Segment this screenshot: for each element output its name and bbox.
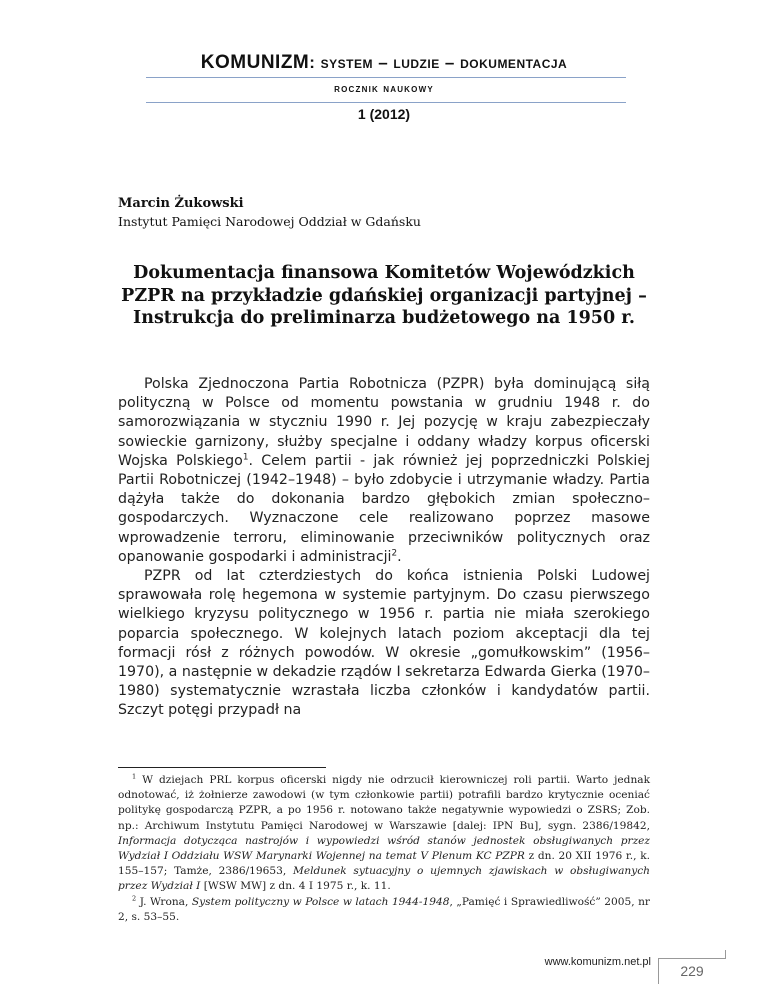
footnote-ref-1[interactable]: 1 [242,452,249,463]
article-title: Dokumentacja finansowa Komitetów Wojewódzkich PZPR na przykładzie gdańskiej organizacji partyjnej – Instrukcja do preliminarza budżetowego na 1950 r. [121,263,647,328]
footnote-separator [118,767,326,768]
website-link[interactable]: www.komunizm.net.pl [544,956,651,968]
author-name: Marcin Żukowski [118,196,244,211]
footnote-2: $^2$ J. Wrona, System polityczny w Polsce w latach 1944-1948, „Pamięć i Sprawiedliwość” 2005, nr 2, s. 53–55. [118,894,650,923]
header-rule-bottom [146,102,626,103]
journal-title-subtitle: : system – ludzie – dokumentacja [309,53,568,72]
header-rule-top [146,77,626,78]
article-body [118,375,650,721]
footnotes [118,773,650,925]
paragraph-1: Polska Zjednoczona Partia Robotnicza (PZPR) była dominującą siłą polityczną w Polsce od momentu powstania w grudniu 1948 r. do samorozwiązania w styczniu 1990 r. Jej pozycję w kraju zabezpieczały sowieckie garnizony, służby specjalne i oddany władzy korpus oficerski Wojska Polskiego$^1$. Celem partii - jak również jej poprzedniczki Polskiej Partii Robotniczej (1942–1948) – było zdobycie i utrzymanie władzy. Partia dążyła także do dokonania bardzo głębokich zmian społeczno–gospodarczych. Wyznaczone cele realizowano poprzez masowe wprowadzenie terroru, eliminowanie przeciwników politycznych oraz opanowanie gospodarki i administracji$^2$. [118,376,650,565]
journal-title [0,52,768,74]
footnote-1: $^1$ W dziejach PRL korpus oficerski nigdy nie odrzucił kierowniczej roli partii. Warto jednak odnotować, iż żołnierze zawodowi (w tym członkowie partii) potrafili bardzo krytycznie oceniać politykę gospodarczą PZPR, a po 1956 r. notowano także negatywnie wypowiedzi o ZSRS; Zob. np.: Archiwum Instytutu Pamięci Narodowej w Warszawie [dalej: IPN Bu], sygn. 2386/19842, Informacja dotycząca nastrojów i wypowiedzi wśród stanów jednostek obsługiwanych przez Wydział I Oddziału WSW Marynarki Wojennej na temat V Plenum KC PZPR z dn. 20 XII 1976 r., k. 155–157; Tamże, 2386/19653, Meldunek sytuacyjny o ujemnych zjawiskach w obsługiwanych przez Wydział I [WSW MW] z dn. 4 I 1975 r., k. 11. [118,772,650,893]
journal-title-main: KOMUNIZM [200,52,310,73]
footnote-ref-2[interactable]: 2 [391,548,398,559]
page-number-box-tick [725,950,726,959]
issue-number: 1 (2012) [357,106,411,122]
yearbook-label: rocznik naukowy [334,83,434,95]
paragraph-2: PZPR od lat czterdziestych do końca istnienia Polski Ludowej sprawowała rolę hegemona w systemie partyjnym. Do czasu pierwszego wielkiego kryzysu politycznego w 1956 r. partia nie miała szerokiego poparcia społecznego. W kolejnych latach poziom akceptacji dla tej formacji rósł z różnych powodów. W okresie „gomułkowskim” (1956–1970), a następnie w dekadzie rządów I sekretarza Edwarda Gierka (1970–1980) systematycznie wzrastała liczba członków i kandydatów partii. Szczyt potęgi przypadł na [118,568,650,719]
author-institution: Instytut Pamięci Narodowej Oddział w Gdańsku [118,214,421,229]
page-number: 229 [680,963,704,979]
